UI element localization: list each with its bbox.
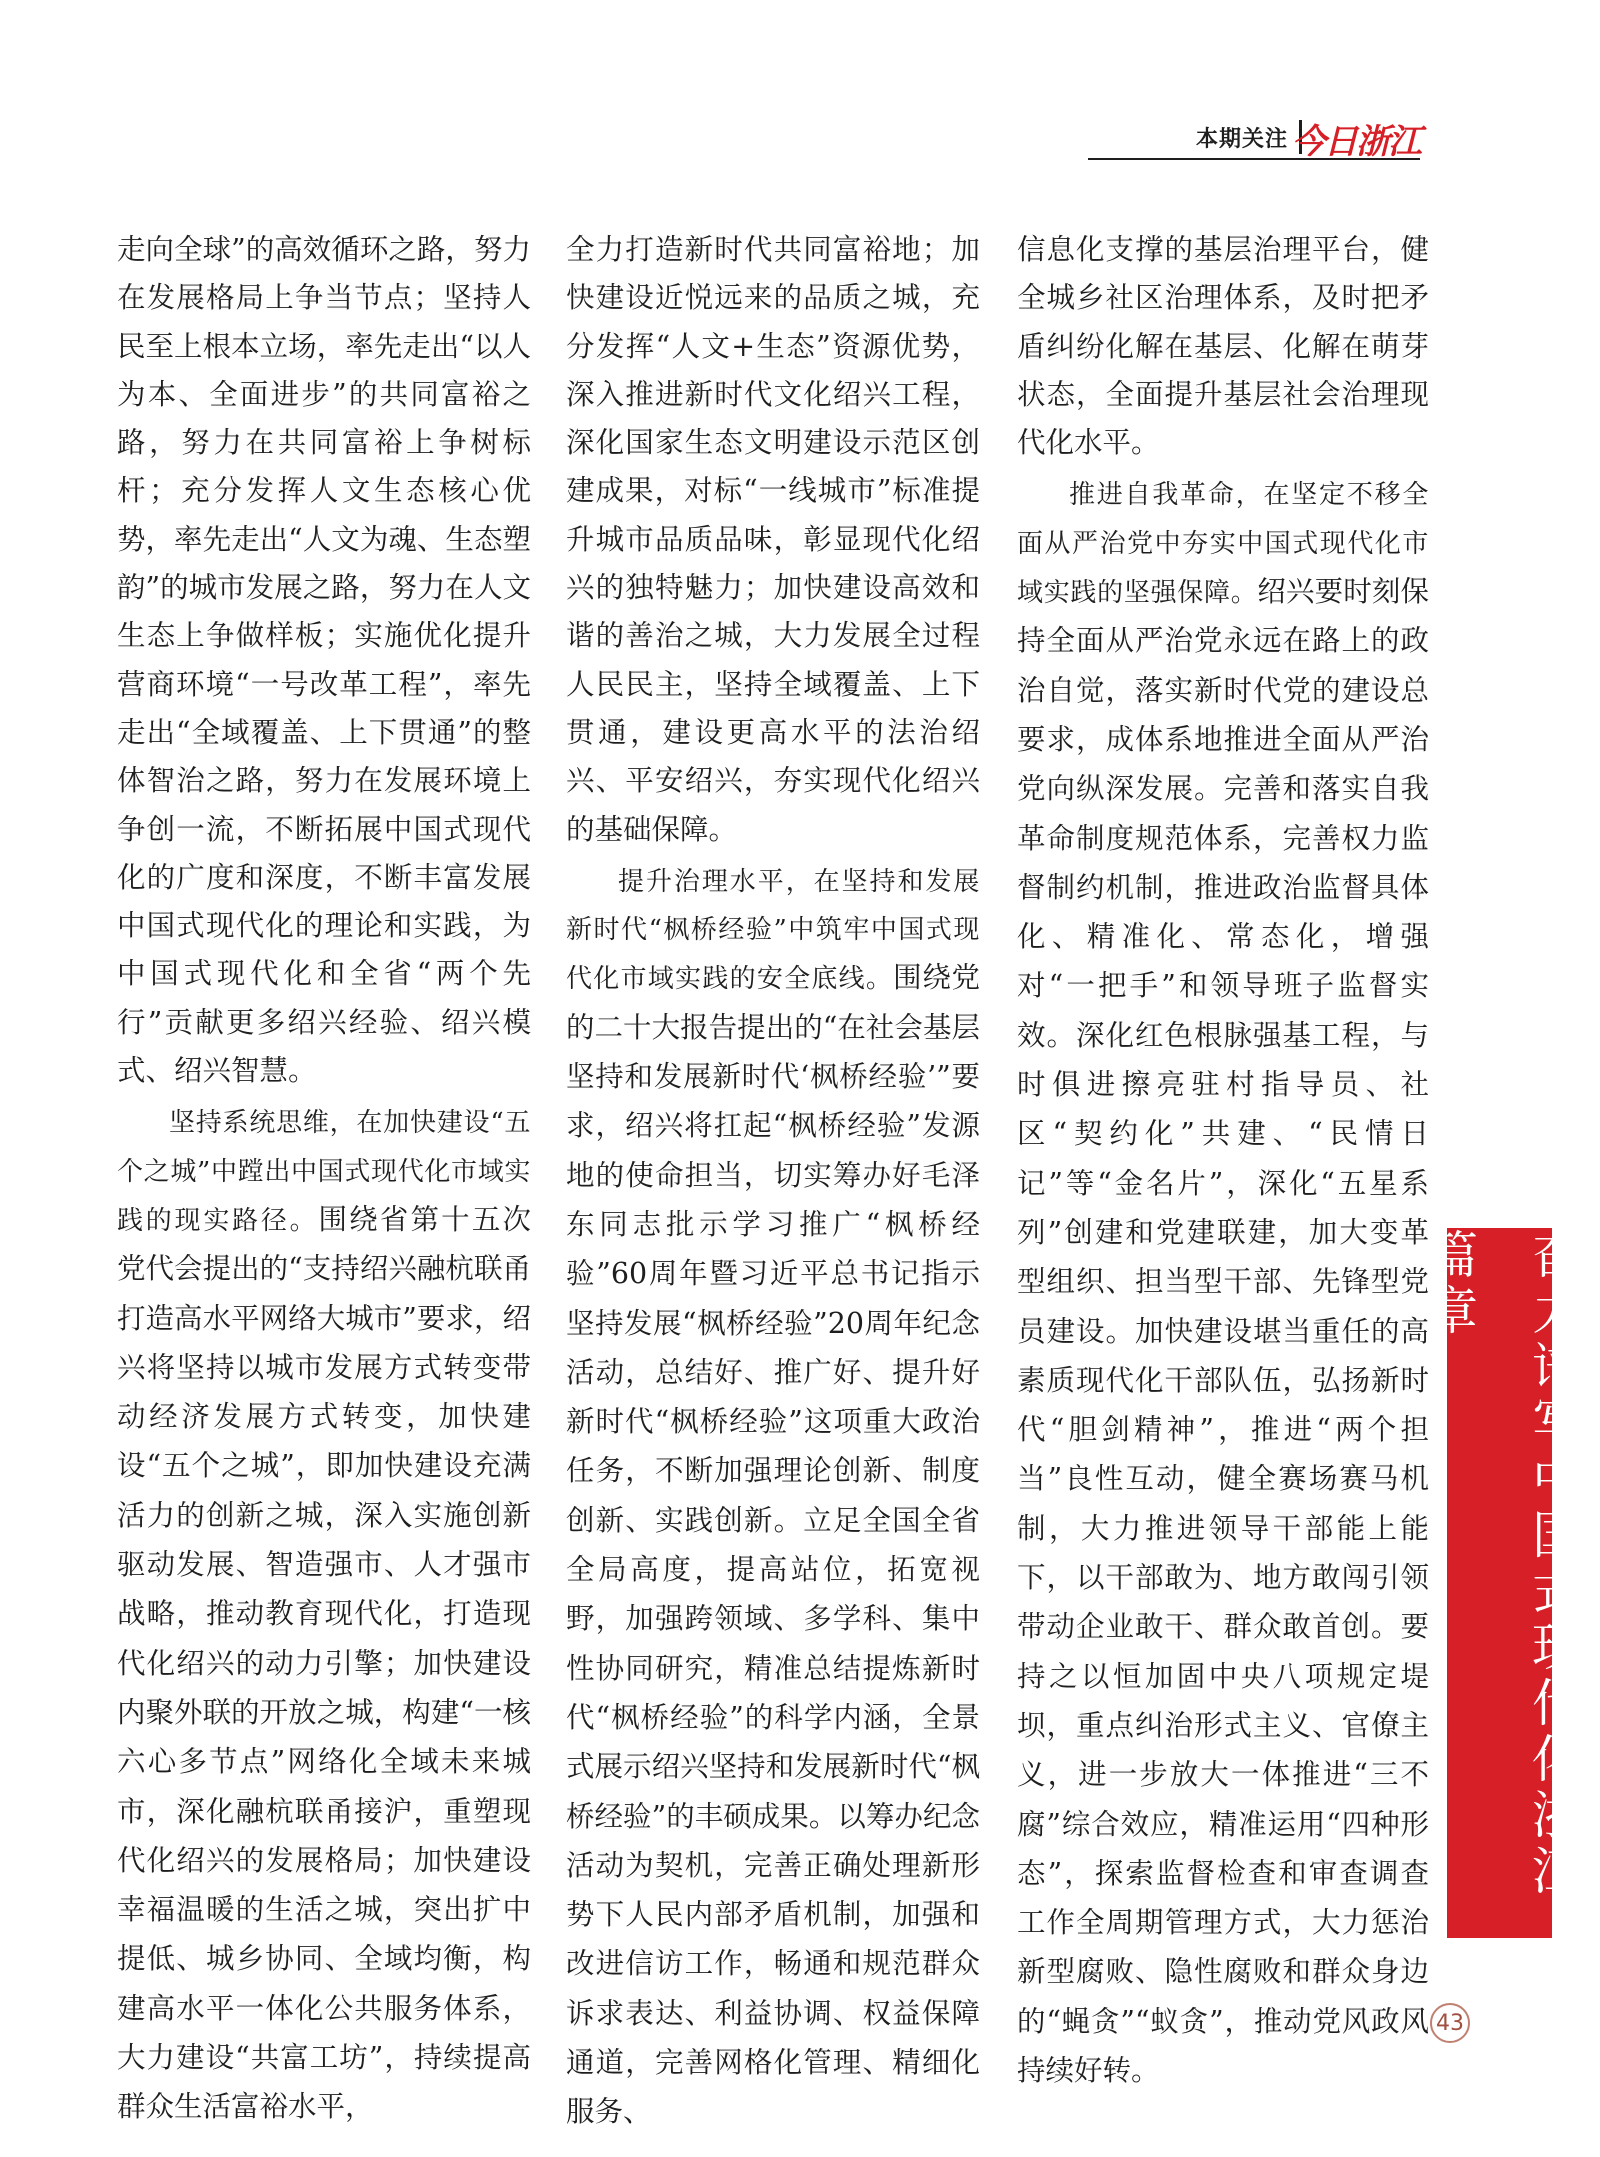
lead-sentence: 坚持系统思维，在加快建设“五个之城”中蹚出中国式现代化市域实践的现实路径。 xyxy=(117,1108,531,1236)
lead-paragraph xyxy=(1017,471,1429,2096)
paragraph: 全力打造新时代共同富裕地；加快建设近悦远来的品质之城，充分发挥“人文+生态”资源优势，深入推进新时代文化绍兴工程，深化国家生态文明建设示范区创建成果，对标“一线城市”标准提升城市品质品味，彰显现代化绍兴的独特魅力；加快建设高效和谐的善治之城，大力发展全过程人民民主，坚持全域覆盖、上下贯通，建设更高水平的法治绍兴、平安绍兴，夯实现代化绍兴的基础保障。 xyxy=(566,233,980,846)
paragraph-body: 围绕党的二十大报告提出的“在社会基层坚持和发展新时代‘枫桥经验’”要求，绍兴将扛起“枫桥经验”发源地的使命担当，切实筹办好毛泽东同志批示学习推广“枫桥经验”60周年暨习近平总书记指示坚持发展“枫桥经验”20周年纪念活动，总结好、推广好、提升好新时代“枫桥经验”这项重大政治任务，不断加强理论创新、制度创新、实践创新。立足全国全省全局高度，提高站位，拓宽视野，加强跨领域、多学科、集中性协同研究，精准总结提炼新时代“枫桥经验”的科学内涵，全景式展示绍兴坚持和发展新时代“枫桥经验”的丰硕成果。以筹办纪念活动为契机，完善正确处理新形势下人民内部矛盾机制，加强和改进信访工作，畅通和规范群众诉求表达、利益协调、权益保障通道，完善网格化管理、精细化服务、 xyxy=(566,961,980,2129)
article-column-1 xyxy=(117,226,531,2133)
article-column-2 xyxy=(566,226,980,2138)
paragraph-body: 围绕省第十五次党代会提出的“支持绍兴融杭联甬打造高水平网络大城市”要求，绍兴将坚持以城市发展方式转变带动经济发展方式转变，加快建设“五个之城”，即加快建设充满活力的创新之城，深入实施创新驱动发展、智造强市、人才强市战略，推动教育现代化，打造现代化绍兴的动力引擎；加快建设内聚外联的开放之城，构建“一核六心多节点”网络化全域未来城市，深化融杭联甬接沪，重塑现代化绍兴的发展格局；加快建设幸福温暖的生活之城，突出扩中提低、城乡协同、全域均衡，构建高水平一体化公共服务体系，大力建设“共富工坊”，持续提高群众生活富裕水平， xyxy=(117,1202,531,2124)
lead-paragraph xyxy=(566,858,980,2138)
magazine-logo: 今日浙江 xyxy=(1292,122,1420,162)
paragraph: 走向全球”的高效循环之路，努力在发展格局上争当节点；坚持人民至上根本立场，率先走出“以人为本、全面进步”的共同富裕之路，努力在共同富裕上争树标杆；充分发挥人文生态核心优势，率先走出“人文为魂、生态塑韵”的城市发展之路，努力在人文生态上争做样板；实施优化提升营商环境“一号改革工程”，率先走出“全域覆盖、上下贯通”的整体智治之路，努力在发展环境上争创一流，不断拓展中国式现代化的广度和深度，不断丰富发展中国式现代化的理论和实践，为中国式现代化和全省“两个先行”贡献更多绍兴经验、绍兴模式、绍兴智慧。 xyxy=(117,233,531,1088)
lead-sentence: 推进自我革命，在坚定不移全面从严治党中夯实中国式现代化市域实践的坚强保障。 xyxy=(1017,480,1429,609)
article-column-3 xyxy=(1017,226,1429,2096)
lead-sentence: 提升治理水平，在坚持和发展新时代“枫桥经验”中筑牢中国式现代化市域实践的安全底线。 xyxy=(566,866,980,995)
paragraph-body: 绍兴要时刻保持全面从严治党永远在路上的政治自觉，落实新时代党的建设总要求，成体系地推进全面从严治党向纵深发展。完善和落实自我革命制度规范体系，完善权力监督制约机制，推进政治监督具体化、精准化、常态化，增强对“一把手”和领导班子监督实效。深化红色根脉强基工程，与时俱进擦亮驻村指导员、社区“契约化”共建、“民情日记”等“金名片”，深化“五星系列”创建和党建联建，加大变革型组织、担当型干部、先锋型党员建设。加快建设堪当重任的高素质现代化干部队伍，弘扬新时代“胆剑精神”，推进“两个担当”良性互动，健全赛场赛马机制，大力推进领导干部能上能下，以干部敢为、地方敢闯引领带动企业敢干、群众敢首创。要持之以恒加固中央八项规定堤坝，重点纠治形式主义、官僚主义，进一步放大一体推进“三不腐”综合效应，精准运用“四种形态”，探索监督检查和审查调查工作全周期管理方式，大力惩治新型腐败、隐性腐败和群众身边的“蝇贪”“蚁贪”，推动党风政风持续好转。 xyxy=(1017,575,1429,2087)
topic-sidebar-title: 奋力谱写中国式现代化浙江篇章 xyxy=(1447,1228,1552,1938)
paragraph: 信息化支撑的基层治理平台，健全城乡社区治理体系，及时把矛盾纠纷化解在基层、化解在萌芽状态，全面提升基层社会治理现代化水平。 xyxy=(1017,233,1429,460)
section-label: 本期关注 xyxy=(1195,127,1288,152)
page-header xyxy=(1088,118,1420,160)
page-number: 43 xyxy=(1430,2003,1470,2043)
lead-paragraph xyxy=(117,1099,531,2132)
